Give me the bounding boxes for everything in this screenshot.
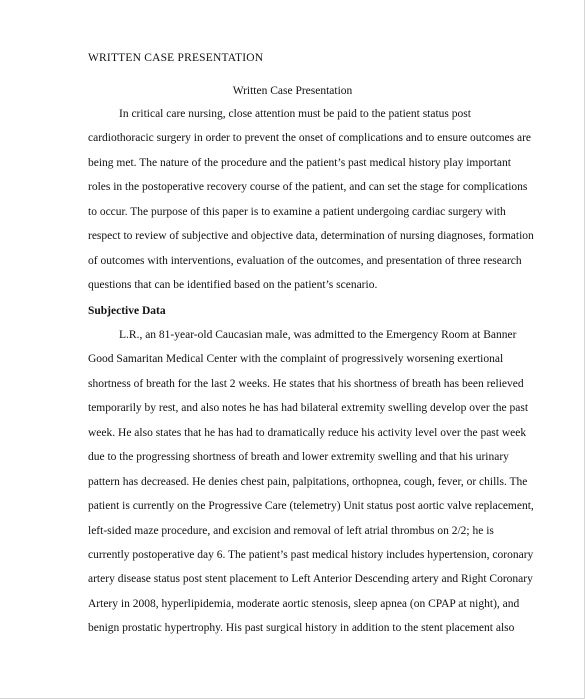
paragraph-line: Good Samaritan Medical Center with the complaint of progressively worsening exertional: [88, 353, 504, 366]
paragraph-line: roles in the postoperative recovery course of the patient, and can set the stage for complications: [88, 181, 528, 194]
paragraph-line: pattern has decreased. He denies chest pain, palpitations, orthopnea, cough, fever, or chills. The: [88, 475, 528, 488]
paragraph-line: artery disease status post stent placement to Left Anterior Descending artery and Right Coronary: [88, 573, 533, 586]
paragraph-line: Artery in 2008, hyperlipidemia, moderate aortic stenosis, sleep apnea (on CPAP at night), and: [88, 597, 520, 610]
paragraph-line: patient is currently on the Progressive Care (telemetry) Unit status post aortic valve replacement,: [88, 500, 534, 513]
paragraph-line: left-sided maze procedure, and excision and removal of left atrial thrombus on 2/2; he is: [88, 524, 494, 537]
document-title: Written Case Presentation: [232, 85, 353, 97]
paragraph-line: questions that can be identified based on the patient’s scenario.: [88, 279, 378, 292]
paragraph-line: L.R., an 81-year-old Caucasian male, was admitted to the Emergency Room at Banner: [119, 329, 517, 341]
paragraph-line: week. He also states that he has had to dramatically reduce his activity level over the past week: [88, 426, 527, 439]
paragraph-line: to occur. The purpose of this paper is to examine a patient undergoing cardiac surgery with: [88, 205, 506, 218]
paragraph-line: respect to review of subjective and objective data, determination of nursing diagnoses, formation: [88, 230, 534, 243]
intro-paragraph: [88, 102, 534, 298]
paragraph-line: being met. The nature of the procedure and the patient’s past medical history play important: [88, 156, 511, 169]
paragraph-line: of outcomes with interventions, evaluation of the outcomes, and presentation of three research: [88, 254, 522, 267]
paragraph-line: due to the progressing shortness of breath and lower extremity swelling and that his urinary: [88, 451, 509, 464]
paragraph-line: In critical care nursing, close attention must be paid to the patient status post: [119, 108, 471, 120]
paragraph-line: cardiothoracic surgery in order to prevent the onset of complications and to ensure outcomes are: [88, 132, 532, 145]
paragraph-line: shortness of breath for the last 2 weeks. He states that his shortness of breath has been relieved: [88, 377, 524, 390]
subjective-paragraph: [88, 323, 534, 641]
paragraph-line: temporarily by rest, and also notes he has had bilateral extremity swelling develop over the past: [88, 402, 529, 415]
paragraph-line: currently postoperative day 6. The patient’s past medical history includes hypertension, coronary: [88, 548, 534, 561]
paragraph-line: benign prostatic hypertrophy. His past surgical history in addition to the stent placement also: [88, 622, 515, 635]
running-header: WRITTEN CASE PRESENTATION: [88, 52, 264, 64]
section-heading-subjective: Subjective Data: [88, 305, 166, 317]
